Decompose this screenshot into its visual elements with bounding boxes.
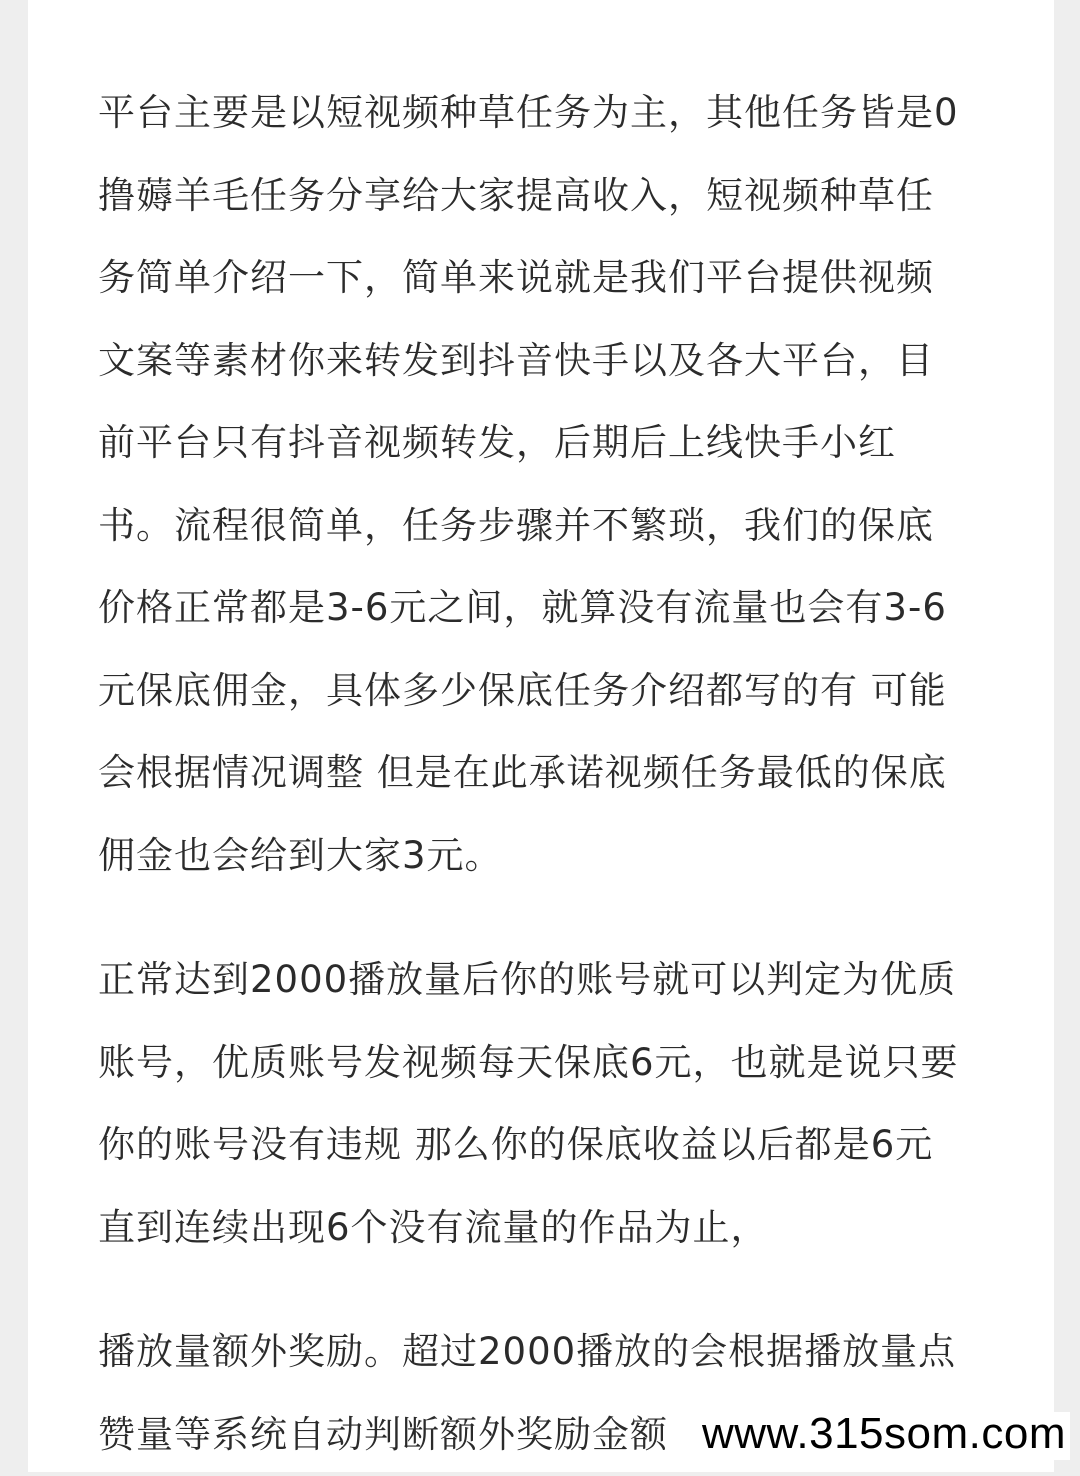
paragraph-quality-account: 正常达到2000播放量后你的账号就可以判定为优质 账号，优质账号发视频每天保底6元，也就是说只要 你的账号没有违规 那么你的保底收益以后都是6元 直到连续出现6个没有流量的作品为止， (98, 958, 959, 1249)
site-watermark: www.315som.com (692, 1412, 1070, 1460)
paragraph-extra-reward: 播放量额外奖励。超过2000播放的会根据播放量点 赞量等系统自动判断额外奖励金额 (98, 1330, 957, 1456)
paragraph-intro: 平台主要是以短视频种草任务为主，其他任务皆是0 撸薅羊毛任务分享给大家提高收入，短视频种草任 务简单介绍一下，简单来说就是我们平台提供视频 文案等素材你来转发到抖音快手以及各大平台，目 前平台只有抖音视频转发，后期后上线快手小红 书。流程很简单，任务步骤并不繁琐，我们的保底 价格正常都是3-6元之间，就算没有流量也会有3-6 元保底佣金，具体多少保底任务介绍都写的有 可能 会根据情况调整 但是在此承诺视频任务最低的保底 佣金也会给到大家3元。 (98, 91, 959, 877)
article-card (28, 0, 1054, 1472)
article-body (98, 72, 1038, 1476)
